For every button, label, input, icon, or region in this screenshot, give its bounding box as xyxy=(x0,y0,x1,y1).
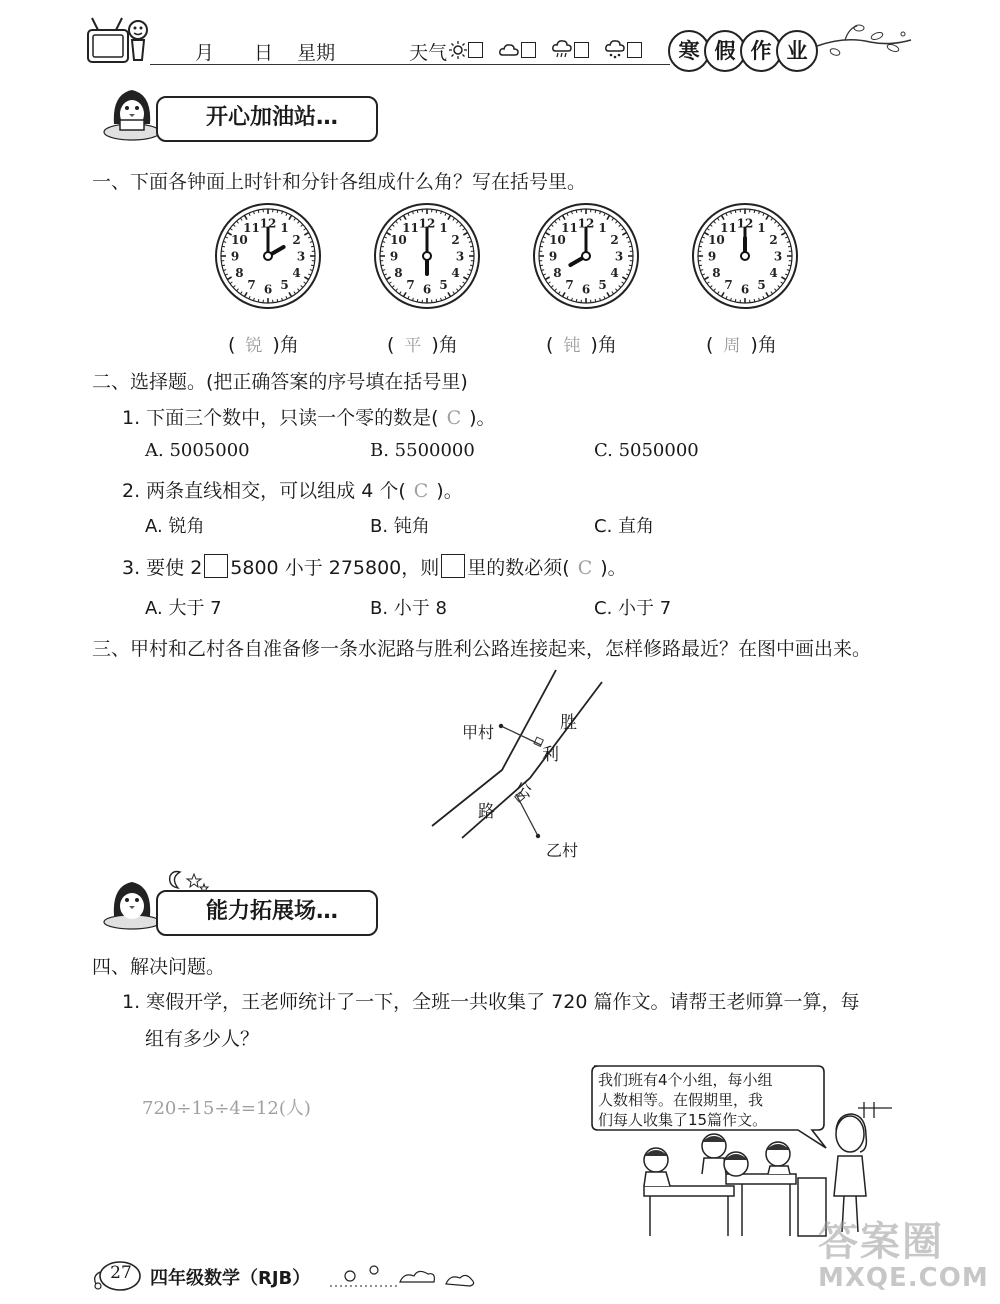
clock-tick xyxy=(436,299,437,302)
clock-tick xyxy=(311,265,314,266)
clock-tick xyxy=(595,299,596,302)
sun-icon xyxy=(449,41,467,63)
clock-number: 5 xyxy=(757,278,766,293)
q2-item-1-prefix: 1. 下面三个数中，只读一个零的数是( xyxy=(122,407,439,429)
q2-title: 二、选择题。(把正确答案的序号填在括号里) xyxy=(92,371,468,393)
clock-center-pin xyxy=(423,252,431,260)
clock-answer-2: ( 平 )角 xyxy=(387,334,458,356)
rain-checkbox[interactable] xyxy=(574,42,589,58)
q2-item-3-mid2: 里的数必须( xyxy=(467,557,570,579)
clock-number: 3 xyxy=(614,249,624,264)
clock-tick xyxy=(735,299,736,302)
clock-answer-2-value[interactable]: 平 xyxy=(404,336,422,356)
watermark-logo-text: 答案圈 xyxy=(818,1219,944,1265)
q1-title: 一、下面各钟面上时针和分针各组成什么角？写在括号里。 xyxy=(92,171,587,193)
road-diagram[interactable] xyxy=(420,660,620,865)
q4-problem-line-2: 组有多少人？ xyxy=(145,1028,260,1050)
clock-number: 11 xyxy=(243,220,260,235)
clock-answer-3: ( 钝 )角 xyxy=(546,334,617,356)
clock-number: 7 xyxy=(406,278,415,293)
section-1-banner xyxy=(98,84,339,146)
weather-options xyxy=(449,40,642,64)
rain-icon xyxy=(551,40,573,64)
clock-number: 2 xyxy=(769,233,778,247)
q2-item-2-option-c[interactable]: C. 直角 xyxy=(594,516,655,537)
clock-tick xyxy=(277,299,278,302)
clock-tick xyxy=(576,299,577,302)
clock-tick xyxy=(629,246,632,247)
q2-item-1 xyxy=(122,403,496,430)
q2-item-2-answer[interactable]: C xyxy=(413,480,429,502)
clock-tick xyxy=(754,299,755,302)
clock-number: 4 xyxy=(610,266,619,280)
clock-number: 12 xyxy=(259,216,277,231)
clock-tick xyxy=(595,210,596,213)
road-char: 路 xyxy=(478,802,495,822)
clock-number: 10 xyxy=(390,233,407,247)
clock-number: 3 xyxy=(773,249,783,264)
clock-number: 1 xyxy=(280,220,289,235)
bubble-line-3: 们每人收集了15篇作文。 xyxy=(598,1111,768,1129)
clock-tick xyxy=(788,265,791,266)
clock-tick xyxy=(436,210,437,213)
badge-char: 作 xyxy=(740,30,782,72)
clock-answer-4-value[interactable]: 周 xyxy=(723,336,741,356)
clock-number: 10 xyxy=(549,233,566,247)
clock-number: 1 xyxy=(598,220,607,235)
clock-number: 7 xyxy=(247,278,256,293)
road-char: 利 xyxy=(542,745,559,765)
clock-number: 5 xyxy=(280,278,289,293)
cloud-icon xyxy=(498,42,520,62)
clock-number: 11 xyxy=(561,220,578,235)
road-char: 胜 xyxy=(560,713,577,733)
clock-number: 7 xyxy=(565,278,574,293)
badge-char: 业 xyxy=(776,30,818,72)
clock-number: 9 xyxy=(389,249,399,264)
snow-checkbox[interactable] xyxy=(627,42,642,58)
q2-item-1-answer[interactable]: C xyxy=(446,407,462,429)
clock-number: 3 xyxy=(455,249,465,264)
digit-blank-box[interactable] xyxy=(204,554,228,578)
clock-number: 10 xyxy=(708,233,725,247)
road-char: 公 xyxy=(515,781,532,801)
clock-answer-4: ( 周 )角 xyxy=(706,334,777,356)
clock-answer-1: ( 锐 )角 xyxy=(228,334,299,356)
q4-problem-line-1: 1. 寒假开学，王老师统计了一下，全班一共收集了 720 篇作文。请帮王老师算一算，每 xyxy=(122,991,860,1013)
village-a-label: 甲村 xyxy=(462,723,495,742)
month-blank[interactable] xyxy=(155,44,195,65)
digit-blank-box-ref xyxy=(441,554,465,578)
cloud-checkbox[interactable] xyxy=(521,42,536,58)
clock-tick xyxy=(699,246,702,247)
section-2-title: 能力拓展场… xyxy=(156,890,378,936)
weather-label: 天气 xyxy=(409,42,448,64)
clock-number: 4 xyxy=(451,266,460,280)
clock-number: 2 xyxy=(292,233,301,247)
clock-number: 1 xyxy=(757,220,766,235)
clock-tick xyxy=(735,210,736,213)
clock-number: 8 xyxy=(712,266,721,280)
snow-icon xyxy=(604,40,626,64)
village-b-label: 乙村 xyxy=(546,841,579,860)
q2-item-1-option-b[interactable]: B. 5500000 xyxy=(370,440,475,461)
clock-tick xyxy=(540,246,543,247)
clock-tick xyxy=(222,246,225,247)
clock-center-pin xyxy=(264,252,272,260)
clock-tick xyxy=(311,246,314,247)
q2-item-2-suffix: )。 xyxy=(436,480,463,502)
clock-tick xyxy=(417,299,418,302)
q2-item-2-prefix: 2. 两条直线相交，可以组成 4 个( xyxy=(122,480,406,502)
section-1-title: 开心加油站… xyxy=(156,96,378,142)
clock-number: 8 xyxy=(553,266,562,280)
watermark-url: MXQE.COM xyxy=(818,1263,989,1293)
clock-answer-3-value[interactable]: 钝 xyxy=(563,336,581,356)
clock-number: 8 xyxy=(394,266,403,280)
q3-title: 三、甲村和乙村各自准备修一条水泥路与胜利公路连接起来，怎样修路最近？在图中画出来。 xyxy=(92,638,872,660)
header-underline xyxy=(150,64,670,65)
day-blank[interactable] xyxy=(214,44,254,65)
q2-item-3-answer[interactable]: C xyxy=(577,557,593,579)
clock-tick xyxy=(470,265,473,266)
watermark xyxy=(818,1210,998,1302)
winter-homework-badge xyxy=(668,30,828,74)
clock-number: 7 xyxy=(724,278,733,293)
clock-number: 8 xyxy=(235,266,244,280)
clock-answer-4-suffix: 角 xyxy=(757,334,777,356)
clock-answer-3-suffix: 角 xyxy=(597,334,617,356)
clock-tick xyxy=(470,246,473,247)
q2-item-1-option-a[interactable]: A. 5005000 xyxy=(145,440,250,461)
q2-item-1-option-c[interactable]: C. 5050000 xyxy=(594,440,699,461)
clock-tick xyxy=(258,210,259,213)
book-title: 四年级数学（RJB） xyxy=(150,1268,311,1289)
clock-number: 12 xyxy=(418,216,436,231)
clock-tick xyxy=(277,210,278,213)
clock-tick xyxy=(699,265,702,266)
clock-number: 6 xyxy=(263,282,273,297)
q2-item-2-option-b[interactable]: B. 钝角 xyxy=(370,516,430,537)
clock-answer-1-value[interactable]: 锐 xyxy=(245,336,263,356)
clock-tick xyxy=(381,265,384,266)
clock-tick xyxy=(222,265,225,266)
clock-number: 1 xyxy=(439,220,448,235)
q4-answer[interactable]: 720÷15÷4=12(人) xyxy=(142,1098,311,1119)
q2-item-3-suffix: )。 xyxy=(600,557,627,579)
q2-item-3-mid: 5800 小于 275800，则 xyxy=(230,557,440,579)
day-label: 日 xyxy=(254,42,274,64)
sun-checkbox[interactable] xyxy=(468,42,483,58)
q2-item-2-option-a[interactable]: A. 锐角 xyxy=(145,516,205,537)
clock-number: 6 xyxy=(422,282,432,297)
clock-center-pin xyxy=(582,252,590,260)
page-number: 27 xyxy=(110,1263,132,1283)
clock-tick xyxy=(381,246,384,247)
road-lines xyxy=(420,660,620,865)
clock-number: 9 xyxy=(707,249,717,264)
section-2-banner xyxy=(98,868,339,934)
clock-center-pin xyxy=(741,252,749,260)
weekday-label: 星期 xyxy=(297,42,336,64)
clock-number: 12 xyxy=(736,216,754,231)
clock-number: 5 xyxy=(598,278,607,293)
clock-answer-1-suffix: 角 xyxy=(279,334,299,356)
clock-tick xyxy=(754,210,755,213)
clock-number: 3 xyxy=(296,249,306,264)
clock-number: 4 xyxy=(769,266,778,280)
badge-char: 寒 xyxy=(668,30,710,72)
q4-title: 四、解决问题。 xyxy=(92,956,226,978)
clock-number: 4 xyxy=(292,266,301,280)
bubble-line-1: 我们班有4个小组，每小组 xyxy=(598,1071,773,1089)
month-label: 月 xyxy=(195,42,215,64)
clock-number: 9 xyxy=(230,249,240,264)
branch-decoration-icon xyxy=(815,22,915,62)
clock-tick xyxy=(417,210,418,213)
q2-item-3-option-c[interactable]: C. 小于 7 xyxy=(594,598,672,619)
q2-item-3 xyxy=(122,553,627,580)
q2-item-1-suffix: )。 xyxy=(469,407,496,429)
clock-tick xyxy=(629,265,632,266)
q2-item-3-option-a[interactable]: A. 大于 7 xyxy=(145,598,222,619)
header-bar xyxy=(0,0,1000,80)
clock-tick xyxy=(788,246,791,247)
clock-number: 6 xyxy=(581,282,591,297)
clock-tick xyxy=(258,299,259,302)
clock-number: 6 xyxy=(740,282,750,297)
bubble-line-2: 人数相等。在假期里，我 xyxy=(598,1091,764,1109)
q2-item-2 xyxy=(122,476,463,503)
clock-number: 5 xyxy=(439,278,448,293)
clock-number: 10 xyxy=(231,233,248,247)
clock-number: 9 xyxy=(548,249,558,264)
clock-number: 11 xyxy=(402,220,419,235)
tv-mascot-icon xyxy=(82,12,152,70)
badge-char: 假 xyxy=(704,30,746,72)
clock-tick xyxy=(576,210,577,213)
clocks-row xyxy=(200,196,830,322)
clock-tick xyxy=(540,265,543,266)
clock-number: 2 xyxy=(451,233,460,247)
clock-answer-2-suffix: 角 xyxy=(438,334,458,356)
clock-number: 12 xyxy=(577,216,595,231)
clock-number: 11 xyxy=(720,220,737,235)
weekday-blank[interactable] xyxy=(335,44,377,65)
q2-item-3-prefix: 3. 要使 2 xyxy=(122,557,203,579)
footer xyxy=(90,1258,490,1294)
footer-flower-decoration-icon xyxy=(330,1260,480,1292)
clock-number: 2 xyxy=(610,233,619,247)
q2-item-3-option-b[interactable]: B. 小于 8 xyxy=(370,598,447,619)
